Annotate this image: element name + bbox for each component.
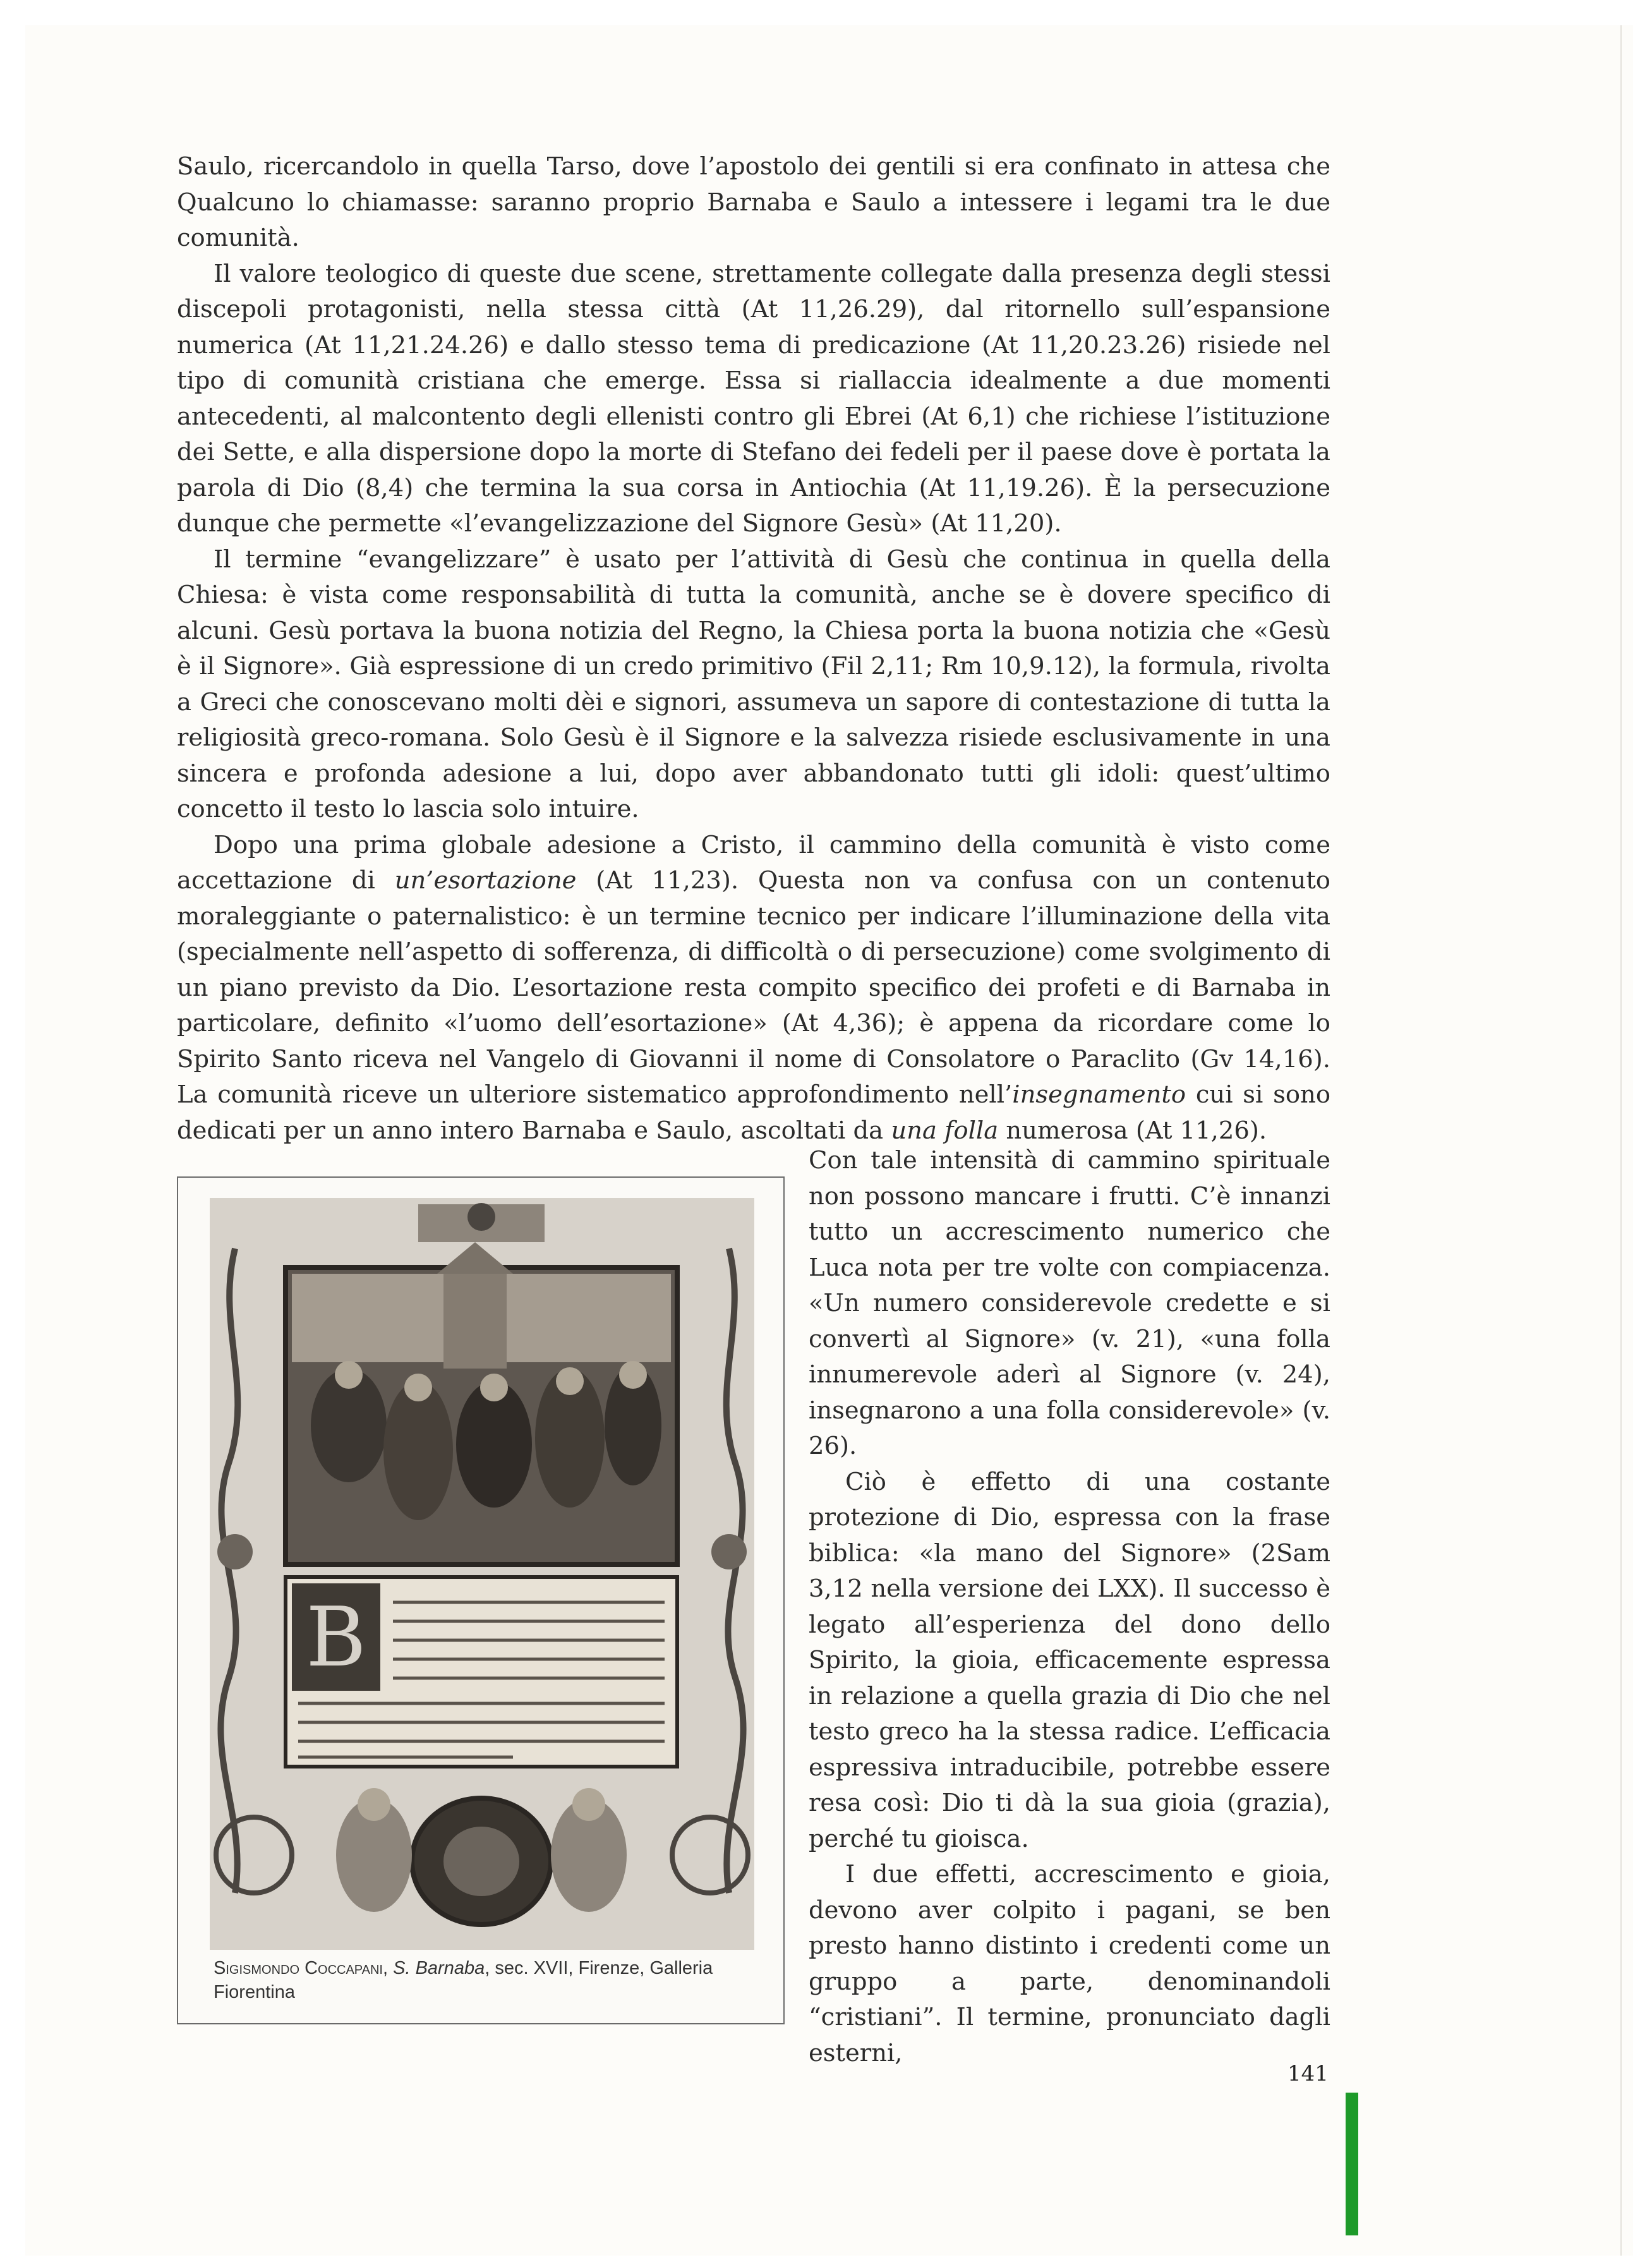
right-column-text (809, 1143, 1330, 2071)
paragraph-4-part-c: cui si sono dedicati per un anno intero Barnaba e Saulo, ascoltati da (177, 1080, 1330, 1145)
green-accent-bar (1346, 2093, 1358, 2235)
caption-title: S. Barnaba (393, 1958, 485, 1978)
right-paragraph-1: Con tale intensità di cammino spirituale non possono mancare i frutti. C’è innanzi tutto un accrescimento numerico che Luca nota per tre volte con compiacenza. «Un numero considerevole credette e si convertì al Signore» (v. 21), «una folla innumerevole aderì al Signore (v. 24), insegnarono a una folla considerevole» (v. 26). (809, 1146, 1330, 1460)
figure-caption (214, 1956, 757, 2004)
page-edge (1620, 25, 1622, 2256)
right-paragraph-2: Ciò è effetto di una costante protezione di Dio, espressa con la frase biblica: «la mano del Signore» (2Sam 3,12 nella versione dei LXX). Il successo è legato all’esperienza del dono dello Spirito, la gioia, efficacemente espressa in relazione a quella grazia di Dio che nel testo greco ha la stessa radice. L’efficacia espressiva intraducibile, potrebbe essere resa così: Dio ti dà la sua gioia (grazia), perché tu gioisca. (809, 1467, 1330, 1853)
paragraph-4 (177, 828, 1330, 1149)
paragraph-4-emphasis-insegnamento: insegnamento (1012, 1080, 1186, 1109)
paragraph-4-emphasis-folla: una folla (891, 1116, 999, 1145)
paragraph-4-part-b: (At 11,23). Questa non va confusa con un contenuto moraleggiante o paternalistico: è un termine tecnico per indicare l’illuminazione della vita (specialmente nell’aspetto di sofferenza, di difficoltà o di persecuzione) come svolgimento di un piano previsto da Dio. L’esortazione resta compito specifico dei profeti e di Barnaba in particolare, definito «l’uomo dell’esortazione» (At 4,36); è appena da ricordare come lo Spirito Santo riceva nel Vangelo di Giovanni il nome di Consolatore o Paraclito (Gv 14,16). La comunità riceve un ulteriore sistematico approfondimento nell’ (177, 866, 1330, 1109)
paragraph-4-part-a: Dopo una prima globale adesione a Cristo, il cammino della comunità è visto come accettazione di (177, 830, 1330, 895)
svg-text:B: B (306, 1589, 366, 1685)
illuminated-manuscript-image (210, 1198, 754, 1950)
paragraph-1: Saulo, ricercandolo in quella Tarso, dove l’apostolo dei gentili si era confinato in attesa che Qualcuno lo chiamasse: saranno proprio Barnaba e Saulo a intessere i legami tra le due comunità. (177, 152, 1330, 252)
figure-box (177, 1176, 785, 2024)
caption-separator: , (383, 1958, 394, 1978)
manuscript-illustration (210, 1198, 754, 1950)
caption-author: Sigismondo Coccapani (214, 1958, 383, 1978)
right-paragraph-3: I due effetti, accrescimento e gioia, devono aver colpito i pagani, se ben presto hanno distinto i credenti come un gruppo a parte, denominandoli “cristiani”. Il termine, pronunciato dagli esterni, (809, 1860, 1330, 2067)
paragraph-3: Il termine “evangelizzare” è usato per l’attività di Gesù che continua in quella della Chiesa: è vista come responsabilità di tutta la comunità, anche se è dovere specifico di alcuni. Gesù portava la buona notizia del Regno, la Chiesa porta la buona notizia che «Gesù è il Signore». Già espressione di un credo primitivo (Fil 2,11; Rm 10,9.12), la formula, rivolta a Greci che conoscevano molti dèi e signori, assumeva un sapore di contestazione di tutta la religiosità greco-romana. Solo Gesù è il Signore e la salvezza risiede esclusivamente in una sincera e profonda adesione a lui, dopo aver abbandonato tutti gli idoli: quest’ultimo concetto il testo lo lascia solo intuire. (177, 545, 1330, 823)
caption-details: , sec. XVII, Firenze, Galleria Fiorentina (214, 1958, 713, 2002)
paragraph-4-emphasis-esortazione: un’esortazione (394, 866, 577, 895)
paragraph-2: Il valore teologico di queste due scene, strettamente collegate dalla presenza degli stessi discepoli protagonisti, nella stessa città (At 11,26.29), dal ritornello sull’espansione numerica (At 11,21.24.26) e dallo stesso tema di predicazione (At 11,20.23.26) risiede nel tipo di comunità cristiana che emerge. Essa si riallaccia idealmente a due momenti antecedenti, al malcontento degli ellenisti contro gli Ebrei (At 6,1) che richiese l’istituzione dei Sette, e alla dispersione dopo la morte di Stefano dei fedeli per il paese dove è portata la parola di Dio (8,4) che termina la sua corsa in Antiochia (At 11,19.26). È la persecuzione dunque che permette «l’evangelizzazione del Signore Gesù» (At 11,20). (177, 259, 1330, 538)
paragraph-4-part-d: numerosa (At 11,26). (998, 1116, 1267, 1145)
page-number: 141 (1287, 2061, 1329, 2086)
main-text-block (177, 149, 1330, 1149)
